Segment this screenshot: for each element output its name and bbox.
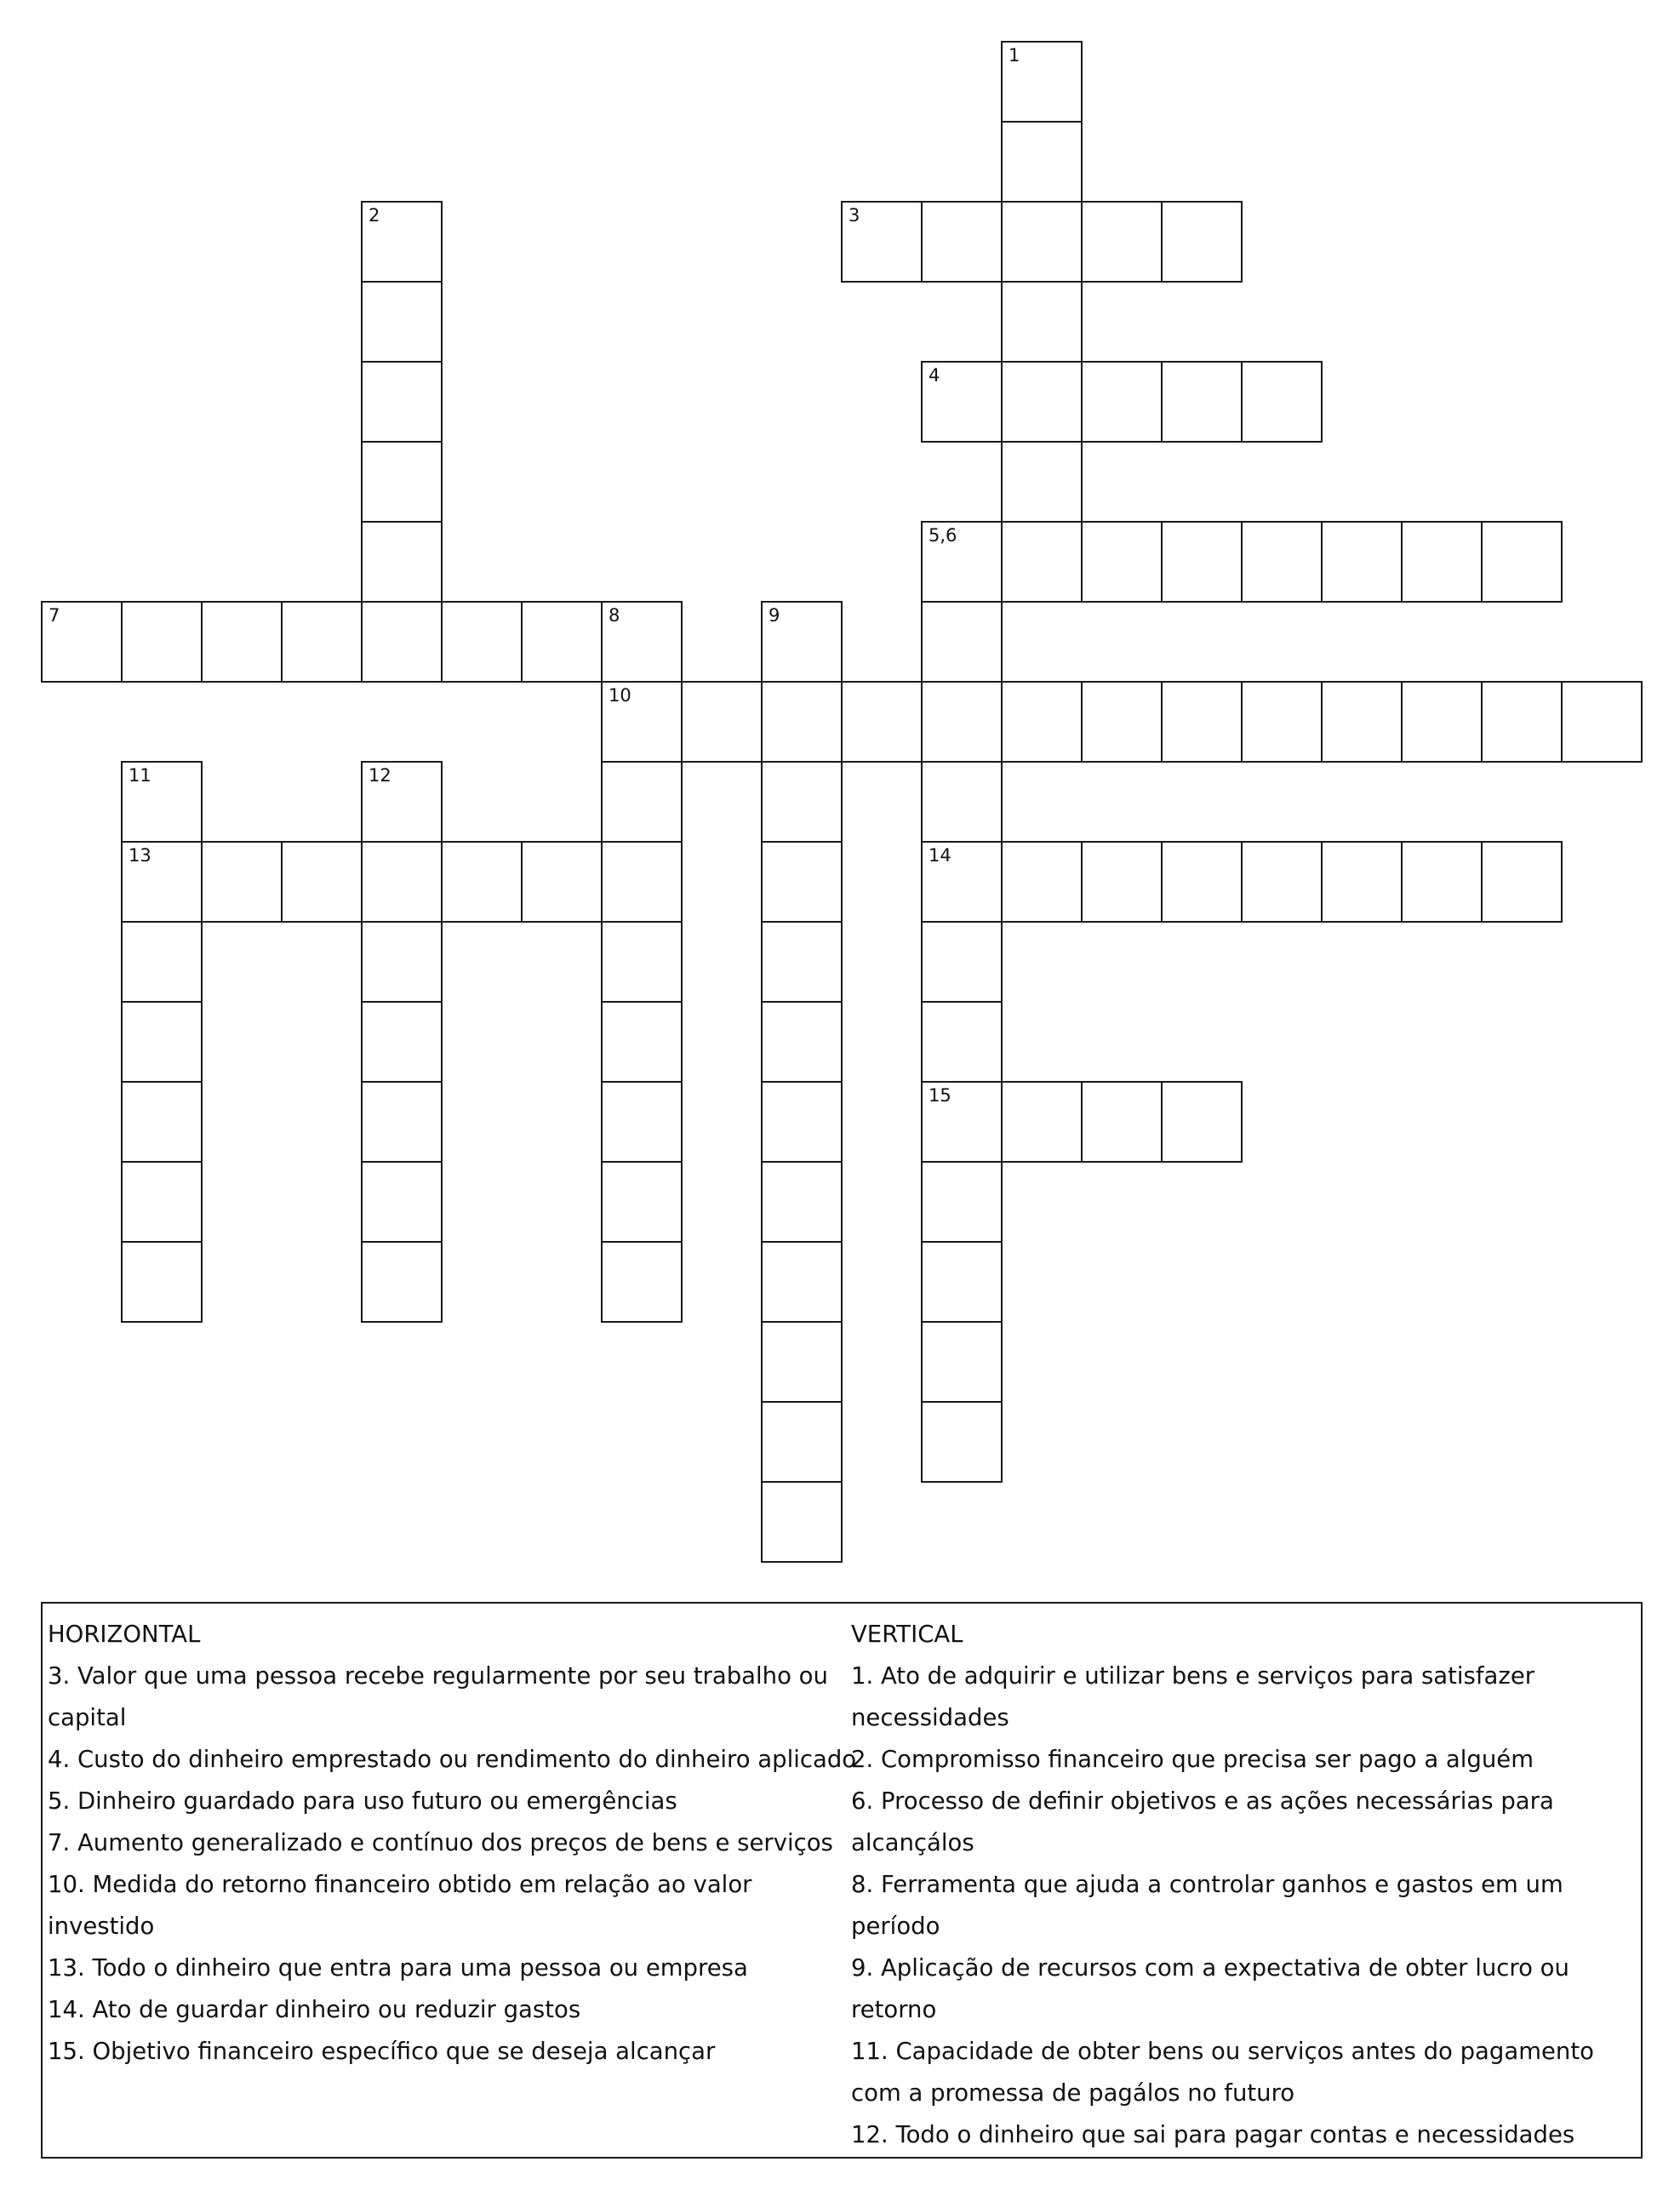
clue-number: 10: [609, 685, 631, 706]
clue-number: 3: [849, 205, 860, 226]
down-heading: VERTICAL: [851, 1621, 963, 1648]
crossword-cell[interactable]: [1161, 681, 1243, 763]
crossword-cell[interactable]: [1241, 841, 1323, 923]
crossword-cell[interactable]: [841, 681, 923, 763]
crossword-cell[interactable]: [1161, 521, 1243, 603]
crossword-cell[interactable]: [921, 1001, 1003, 1083]
crossword-cell[interactable]: [761, 761, 843, 843]
across-clue-13: 13. Todo o dinheiro que entra para uma pessoa ou empresa: [48, 1954, 748, 1982]
crossword-cell[interactable]: [1481, 841, 1563, 923]
crossword-cell[interactable]: [361, 1241, 443, 1323]
down-clue-6: 6. Processo de definir objetivos e as ações necessárias para alcançálos: [851, 1787, 1554, 1856]
crossword-cell[interactable]: [841, 201, 923, 283]
crossword-cell[interactable]: [121, 841, 203, 923]
crossword-cell[interactable]: [921, 1241, 1003, 1323]
crossword-cell[interactable]: [601, 921, 683, 1003]
crossword-cell[interactable]: [1161, 201, 1243, 283]
crossword-cell[interactable]: [761, 1321, 843, 1403]
crossword-cell[interactable]: [1001, 361, 1083, 443]
crossword-cell[interactable]: [761, 1481, 843, 1563]
across-heading: HORIZONTAL: [48, 1621, 201, 1648]
crossword-cell[interactable]: [601, 601, 683, 683]
crossword-cell[interactable]: [761, 1161, 843, 1243]
crossword-cell[interactable]: [521, 601, 603, 683]
crossword-cell[interactable]: [1321, 521, 1403, 603]
crossword-cell[interactable]: [1241, 361, 1323, 443]
crossword-cell[interactable]: [761, 681, 843, 763]
crossword-cell[interactable]: [761, 841, 843, 923]
crossword-cell[interactable]: [1001, 521, 1083, 603]
crossword-cell[interactable]: [361, 521, 443, 603]
across-clues-column: [48, 1614, 865, 2073]
down-clue-11: 11. Capacidade de obter bens ou serviços antes do pagamento com a promessa de pagálos no futuro: [851, 2038, 1594, 2107]
across-clue-15: 15. Objetivo financeiro específico que se deseja alcançar: [48, 2038, 716, 2065]
crossword-cell[interactable]: [361, 601, 443, 683]
crossword-cell[interactable]: [361, 441, 443, 523]
crossword-cell[interactable]: [921, 681, 1003, 763]
crossword-cell[interactable]: [761, 1241, 843, 1323]
crossword-cell[interactable]: [601, 761, 683, 843]
crossword-cell[interactable]: [441, 841, 523, 923]
crossword-cell[interactable]: [1401, 521, 1483, 603]
crossword-cell[interactable]: [361, 921, 443, 1003]
crossword-cell[interactable]: [1241, 681, 1323, 763]
crossword-cell[interactable]: [1001, 441, 1083, 523]
clue-number: 11: [129, 765, 151, 786]
crossword-cell[interactable]: [601, 841, 683, 923]
down-clue-12: 12. Todo o dinheiro que sai para pagar contas e necessidades: [851, 2121, 1575, 2148]
clue-number: 8: [609, 605, 620, 626]
across-clue-4: 4. Custo do dinheiro emprestado ou rendimento do dinheiro aplicado: [48, 1746, 857, 1773]
crossword-cell[interactable]: [281, 601, 363, 683]
down-clue-9: 9. Aplicação de recursos com a expectativa de obter lucro ou retorno: [851, 1954, 1569, 2023]
clue-number: 13: [129, 845, 151, 866]
clue-number: 2: [369, 205, 380, 226]
crossword-cell[interactable]: [361, 1161, 443, 1243]
across-clue-14: 14. Ato de guardar dinheiro ou reduzir gastos: [48, 1996, 581, 2023]
crossword-cell[interactable]: [1481, 681, 1563, 763]
crossword-cell[interactable]: [601, 1081, 683, 1163]
crossword-cell[interactable]: [121, 1241, 203, 1323]
down-clue-2: 2. Compromisso financeiro que precisa ser pago a alguém: [851, 1746, 1534, 1773]
crossword-cell[interactable]: [521, 841, 603, 923]
clues-box: [41, 1602, 1643, 2159]
crossword-cell[interactable]: [1321, 681, 1403, 763]
crossword-cell[interactable]: [1161, 841, 1243, 923]
clue-number: 7: [49, 605, 60, 626]
crossword-cell[interactable]: [121, 601, 203, 683]
crossword-cell[interactable]: [361, 1081, 443, 1163]
crossword-cell[interactable]: [281, 841, 363, 923]
crossword-cell[interactable]: [1161, 1081, 1243, 1163]
crossword-cell[interactable]: [761, 1001, 843, 1083]
crossword-cell[interactable]: [921, 1081, 1003, 1163]
clue-number: 12: [369, 765, 391, 786]
crossword-cell[interactable]: [601, 1001, 683, 1083]
crossword-cell[interactable]: [1161, 361, 1243, 443]
down-clue-1: 1. Ato de adquirir e utilizar bens e serviços para satisfazer necessidades: [851, 1662, 1535, 1731]
clue-number: 5,6: [929, 525, 957, 546]
crossword-cell[interactable]: [921, 1401, 1003, 1483]
crossword-cell[interactable]: [761, 1401, 843, 1483]
crossword-cell[interactable]: [921, 601, 1003, 683]
down-clue-8: 8. Ferramenta que ajuda a controlar ganhos e gastos em um período: [851, 1871, 1563, 1940]
clue-number: 4: [929, 365, 940, 386]
crossword-cell[interactable]: [1321, 841, 1403, 923]
crossword-cell[interactable]: [1081, 521, 1163, 603]
crossword-cell[interactable]: [1561, 681, 1643, 763]
across-clue-5: 5. Dinheiro guardado para uso futuro ou emergências: [48, 1787, 677, 1815]
crossword-cell[interactable]: [1401, 841, 1483, 923]
across-clue-3: 3. Valor que uma pessoa recebe regularmente por seu trabalho ou capital: [48, 1662, 828, 1731]
crossword-cell[interactable]: [761, 921, 843, 1003]
crossword-cell[interactable]: [1081, 1081, 1163, 1163]
crossword-cell[interactable]: [441, 601, 523, 683]
crossword-cell[interactable]: [121, 1081, 203, 1163]
crossword-cell[interactable]: [361, 361, 443, 443]
crossword-cell[interactable]: [361, 761, 443, 843]
clue-number: 14: [929, 845, 951, 866]
crossword-cell[interactable]: [1001, 201, 1083, 283]
crossword-cell[interactable]: [1001, 121, 1083, 203]
crossword-cell[interactable]: [201, 601, 283, 683]
crossword-cell[interactable]: [121, 1001, 203, 1083]
crossword-cell[interactable]: [361, 281, 443, 363]
down-clues-column: [851, 1614, 1643, 2156]
crossword-cell[interactable]: [921, 1321, 1003, 1403]
crossword-cell[interactable]: [921, 1161, 1003, 1243]
crossword-cell[interactable]: [201, 841, 283, 923]
crossword-cell[interactable]: [121, 921, 203, 1003]
crossword-cell[interactable]: [1241, 521, 1323, 603]
crossword-cell[interactable]: [601, 1241, 683, 1323]
crossword-cell[interactable]: [1001, 1081, 1083, 1163]
crossword-cell[interactable]: [361, 201, 443, 283]
crossword-cell[interactable]: [921, 921, 1003, 1003]
crossword-cell[interactable]: [921, 201, 1003, 283]
clue-number: 9: [769, 605, 780, 626]
crossword-cell[interactable]: [41, 601, 123, 683]
crossword-cell[interactable]: [121, 1161, 203, 1243]
crossword-cell[interactable]: [761, 1081, 843, 1163]
crossword-cell[interactable]: [1081, 361, 1163, 443]
crossword-cell[interactable]: [1081, 201, 1163, 283]
crossword-cell[interactable]: [1481, 521, 1563, 603]
across-clue-10: 10. Medida do retorno financeiro obtido em relação ao valor investido: [48, 1871, 752, 1940]
crossword-cell[interactable]: [361, 1001, 443, 1083]
clue-number: 1: [1009, 45, 1020, 66]
crossword-cell[interactable]: [361, 841, 443, 923]
crossword-cell[interactable]: [921, 761, 1003, 843]
crossword-cell[interactable]: [921, 521, 1003, 603]
crossword-cell[interactable]: [1001, 841, 1083, 923]
crossword-cell[interactable]: [1001, 681, 1083, 763]
crossword-cell[interactable]: [601, 681, 683, 763]
clue-number: 15: [929, 1085, 951, 1106]
crossword-cell[interactable]: [1001, 281, 1083, 363]
crossword-cell[interactable]: [1081, 681, 1163, 763]
crossword-cell[interactable]: [921, 841, 1003, 923]
crossword-cell[interactable]: [1081, 841, 1163, 923]
crossword-cell[interactable]: [1001, 41, 1083, 123]
crossword-cell[interactable]: [761, 601, 843, 683]
crossword-cell[interactable]: [601, 1161, 683, 1243]
crossword-cell[interactable]: [1401, 681, 1483, 763]
crossword-cell[interactable]: [121, 761, 203, 843]
crossword-cell[interactable]: [921, 361, 1003, 443]
across-clue-7: 7. Aumento generalizado e contínuo dos preços de bens e serviços: [48, 1829, 833, 1856]
crossword-cell[interactable]: [681, 681, 763, 763]
